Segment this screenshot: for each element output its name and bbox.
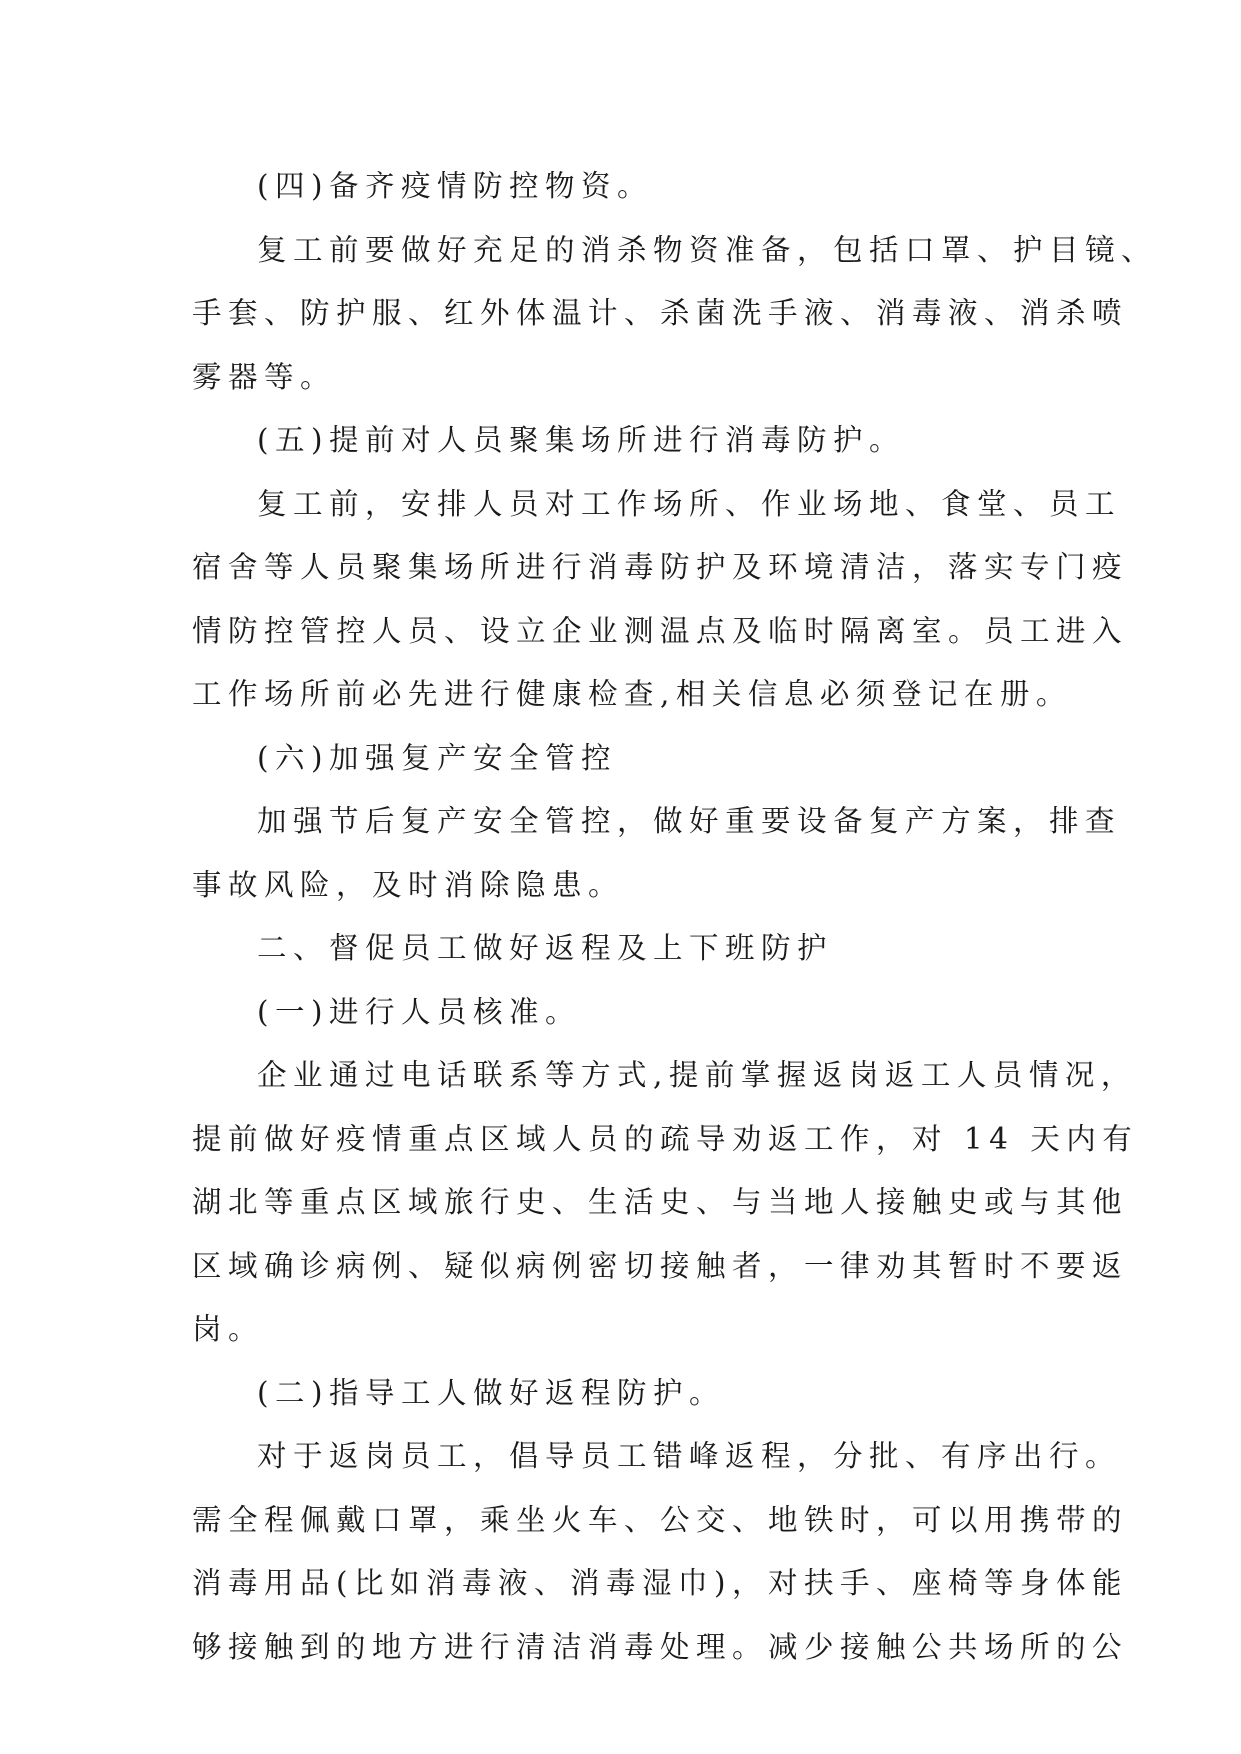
paragraph-line: 企业通过电话联系等方式,提前掌握返岗返工人员情况， bbox=[257, 1058, 1137, 1092]
paragraph-line: 复工前，安排人员对工作场所、作业场地、食堂、员工 bbox=[257, 486, 1122, 521]
document-body bbox=[192, 155, 1158, 1679]
paragraph-line: 够接触到的地方进行清洁消毒处理。减少接触公共场所的公 bbox=[192, 1629, 1129, 1664]
heading-two: (二)指导工人做好返程防护。 bbox=[257, 1375, 726, 1410]
heading-five: (五)提前对人员聚集场所进行消毒防护。 bbox=[257, 423, 906, 457]
paragraph-line: 岗。 bbox=[192, 1312, 265, 1346]
paragraph-line: 复工前要做好充足的消杀物资准备，包括口罩、护目镜、 bbox=[257, 232, 1158, 267]
paragraph-line: 事故风险，及时消除隐患。 bbox=[192, 867, 625, 902]
heading-four: (四)备齐疫情防控物资。 bbox=[257, 169, 654, 203]
section-heading-two: 二、督促员工做好返程及上下班防护 bbox=[257, 931, 834, 965]
paragraph-line: 提前做好疫情重点区域人员的疏导劝返工作，对 14 天内有 bbox=[192, 1121, 1139, 1156]
paragraph-line: 对于返岗员工，倡导员工错峰返程，分批、有序出行。 bbox=[257, 1439, 1122, 1473]
paragraph-line: 湖北等重点区域旅行史、生活史、与当地人接触史或与其他 bbox=[192, 1185, 1129, 1219]
paragraph-line: 雾器等。 bbox=[192, 359, 337, 394]
paragraph-line: 区域确诊病例、疑似病例密切接触者，一律劝其暂时不要返 bbox=[192, 1248, 1129, 1283]
paragraph-line: 宿舍等人员聚集场所进行消毒防护及环境清洁，落实专门疫 bbox=[192, 550, 1129, 584]
paragraph-line: 情防控管控人员、设立企业测温点及临时隔离室。员工进入 bbox=[192, 613, 1129, 648]
paragraph-line: 消毒用品(比如消毒液、消毒湿巾)，对扶手、座椅等身体能 bbox=[192, 1566, 1129, 1600]
heading-one: (一)进行人员核准。 bbox=[257, 994, 582, 1029]
paragraph-line: 工作场所前必先进行健康检查,相关信息必须登记在册。 bbox=[192, 677, 1072, 711]
paragraph-line: 需全程佩戴口罩，乘坐火车、公交、地铁时，可以用携带的 bbox=[192, 1502, 1129, 1537]
heading-six: (六)加强复产安全管控 bbox=[257, 740, 618, 775]
paragraph-line: 手套、防护服、红外体温计、杀菌洗手液、消毒液、消杀喷 bbox=[192, 296, 1129, 330]
paragraph-line: 加强节后复产安全管控，做好重要设备复产方案，排查 bbox=[257, 804, 1122, 838]
